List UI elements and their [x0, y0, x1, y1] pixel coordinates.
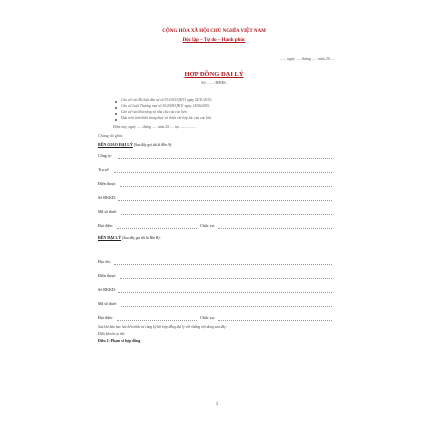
legal-basis-item: Căn cứ vào Bộ luật dân sự số 91/2015/QH13 ngày 24/11/2015; [121, 98, 213, 102]
fill-line [114, 172, 332, 173]
party-b-position-label: Chức vụ: [200, 315, 215, 320]
bullet-icon [115, 113, 117, 115]
fill-line [218, 228, 332, 229]
fill-line [118, 292, 332, 293]
party-b-heading [98, 236, 161, 241]
party-a-office-label: Trụ sở: [98, 167, 110, 172]
party-a-business-reg-label: Số ĐKKD: [98, 195, 116, 200]
agreement-statement: Sau khi bàn bạc hai bên nhất trí cùng ký kết hợp đồng đại lý với những nội dung sau đây: [98, 325, 227, 329]
party-a-note: (Sau đây gọi tắt là Bên A): [133, 143, 173, 147]
fill-line [117, 320, 197, 321]
party-a-company-label: Công ty: [98, 153, 112, 158]
party-b-phone-label: Điện thoại: [98, 273, 116, 278]
date-place-line: ....., ngày ..... tháng ..... năm 20..... [280, 56, 335, 61]
bullet-icon [115, 119, 117, 121]
party-b-tax-code-label: Mã số thuế: [98, 301, 117, 306]
party-a-representative-label: Đại diện: [98, 223, 113, 228]
legal-basis-item: Căn cứ Luật Thương mại số 36/2005/QH11 ngày 14/06/2005; [121, 104, 211, 108]
today-line: Hôm nay, ngày ..... tháng ..... năm 20..... tại ................. [113, 125, 196, 129]
party-b-business-reg-label: Số ĐKKD: [98, 287, 116, 292]
we-include-label: Chúng tôi gồm: [98, 133, 124, 138]
legal-basis-item: Dựa trên tinh thần trung thực và thiện chí hợp tác của các bên. [121, 116, 213, 120]
fill-line [118, 200, 332, 201]
bullet-icon [115, 101, 117, 103]
article-1-heading: Điều 1: Phạm vi hợp đồng [98, 339, 141, 343]
fill-line [121, 214, 332, 215]
contract-title: HỢP ĐỒNG ĐẠI LÝ [184, 71, 244, 78]
party-a-title: BÊN GIAO ĐẠI LÝ [98, 142, 133, 147]
party-a-position-label: Chức vụ: [200, 223, 215, 228]
party-b-address-label: Địa chỉ: [98, 259, 111, 264]
fill-line [120, 186, 332, 187]
legal-basis-item: Căn cứ vào khả năng và nhu cầu của các bên; [121, 110, 188, 114]
contract-number: Số: ......./HĐĐL [201, 80, 227, 85]
party-b-representative-label: Đại diện: [98, 315, 113, 320]
fill-line [118, 158, 332, 159]
fill-line [218, 320, 332, 321]
party-a-tax-code-label: Mã số thuế: [98, 209, 117, 214]
national-motto: Độc lập – Tự do – Hạnh phúc [182, 38, 246, 43]
page-number: 1 [215, 402, 219, 407]
party-b-title: BÊN ĐẠI LÝ [98, 235, 122, 240]
party-a-phone-label: Điện thoại: [98, 181, 116, 186]
terms-heading: Điều khoản cụ thể: [98, 332, 126, 336]
fill-line [117, 228, 197, 229]
fill-line [121, 306, 332, 307]
party-b-note: (Sau đây gọi tắt là Bên B): [122, 236, 161, 240]
fill-line [120, 278, 332, 279]
party-a-heading [98, 143, 172, 148]
bullet-icon [115, 107, 117, 109]
fill-line [114, 264, 332, 265]
national-title: CỘNG HÒA XÃ HỘI CHỦ NGHĨA VIỆT NAM [162, 29, 266, 34]
